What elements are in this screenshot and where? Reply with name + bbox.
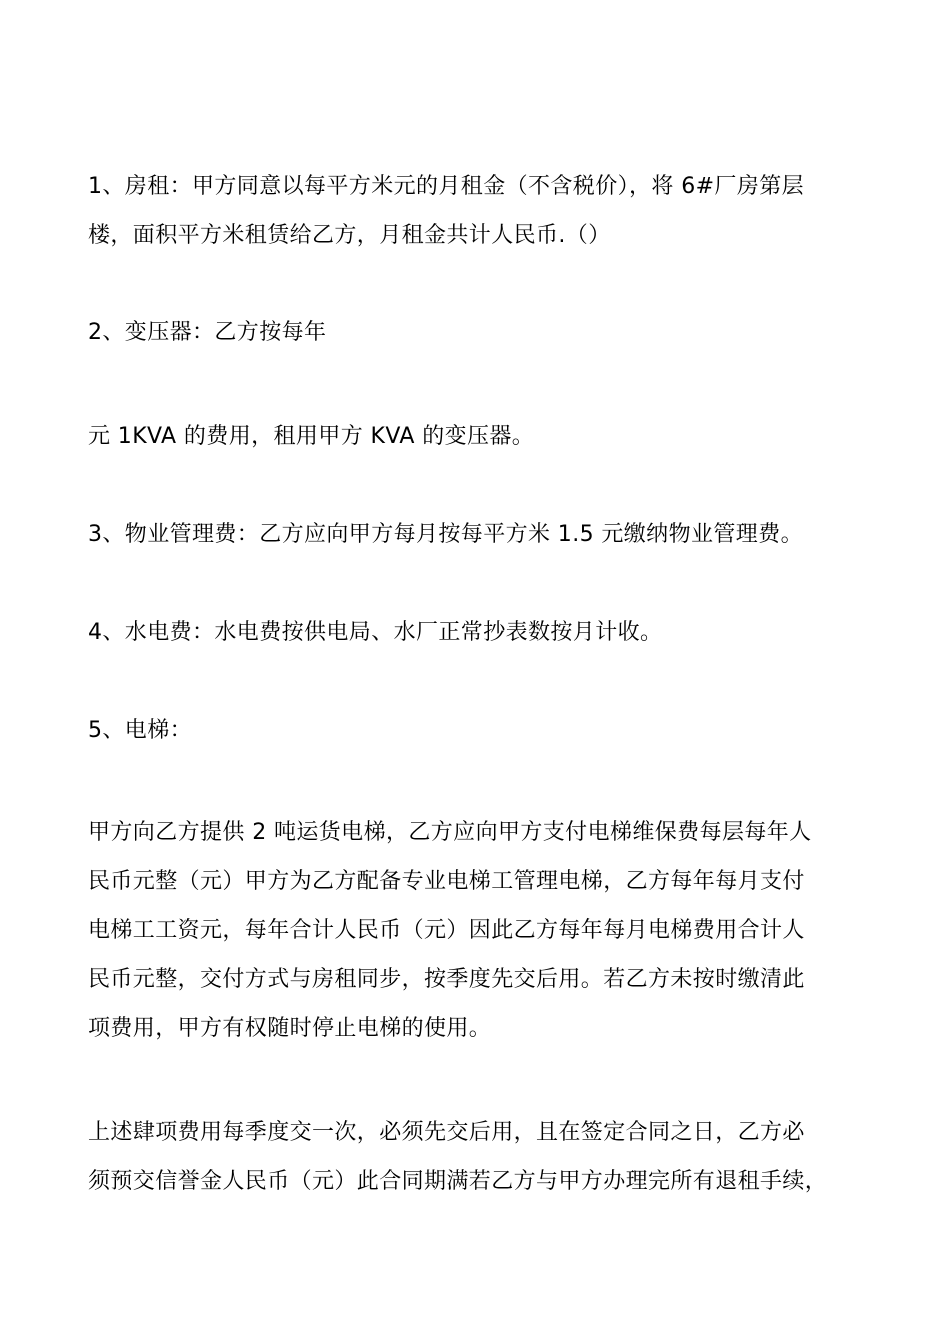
paragraph-line: 民币元整，交付方式与房租同步，按季度先交后用。若乙方未按时缴清此 (88, 967, 805, 992)
paragraph-line: 电梯工工资元，每年合计人民币（元）因此乙方每年每月电梯费用合计人 (88, 918, 805, 943)
paragraph-line: 项费用，甲方有权随时停止电梯的使用。 (88, 1016, 492, 1041)
paragraph-line: 2、变压器：乙方按每年 (88, 320, 327, 345)
paragraph-line: 元 1KVA 的费用，租用甲方 KVA 的变压器。 (88, 424, 535, 449)
paragraph-line: 民币元整（元）甲方为乙方配备专业电梯工管理电梯，乙方每年每月支付 (88, 869, 805, 894)
paragraph-property-fee (88, 510, 870, 559)
paragraph-line: 3、物业管理费：乙方应向甲方每月按每平方米 1.5 元缴纳物业管理费。 (88, 522, 803, 547)
paragraph-line: 须预交信誉金人民币（元）此合同期满若乙方与甲方办理完所有退租手续， (88, 1169, 828, 1194)
paragraph-utilities (88, 608, 870, 657)
paragraph-line: 甲方向乙方提供 2 吨运货电梯，乙方应向甲方支付电梯维保费每层每年人 (88, 820, 812, 845)
paragraph-line: 1、房租：甲方同意以每平方米元的月租金（不含税价），将 6#厂房第层 (88, 174, 805, 199)
paragraph-line: 4、水电费：水电费按供电局、水厂正常抄表数按月计收。 (88, 620, 663, 645)
paragraph-transformer-fee (88, 412, 870, 461)
paragraph-transformer (88, 308, 870, 357)
paragraph-rent (88, 162, 870, 260)
paragraph-payment-terms (88, 1108, 870, 1206)
paragraph-elevator-terms (88, 808, 870, 1053)
paragraph-line: 楼，面积平方米租赁给乙方，月租金共计人民币.（） (88, 223, 611, 248)
paragraph-elevator-heading (88, 706, 870, 755)
paragraph-line: 5、电梯： (88, 718, 192, 743)
paragraph-line: 上述肆项费用每季度交一次，必须先交后用，且在签定合同之日，乙方必 (88, 1120, 805, 1145)
